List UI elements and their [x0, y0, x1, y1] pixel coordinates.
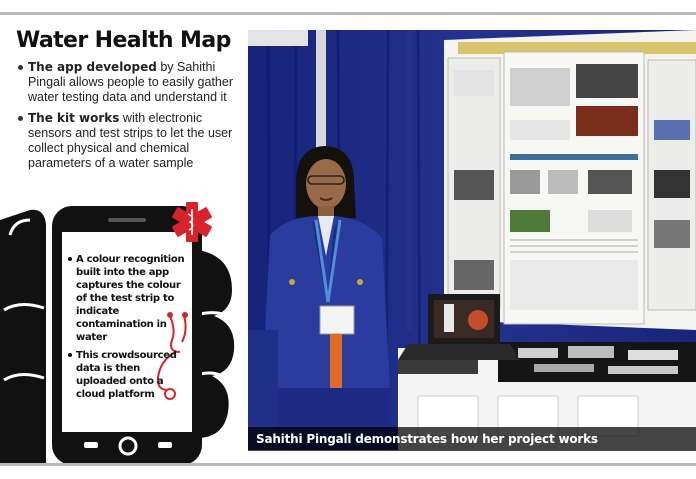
bullet-dot-icon [18, 65, 23, 70]
intro-bullets [18, 60, 233, 177]
intro-bullet [18, 111, 233, 171]
phone-bullet-text: A colour recognition built into the app captures the colour of the test strip to indicate contamination in water [76, 254, 185, 343]
phone-bullet [68, 349, 186, 401]
photo-caption: Sahithi Pingali demonstrates how her project works [248, 427, 696, 451]
bullet-text: with electronic sensors and test strips to let the user collect physical and chemical parameters of a water sample [28, 111, 233, 170]
phone-bullet [68, 253, 186, 344]
top-divider [0, 12, 696, 15]
phone-screen-bullets [68, 253, 186, 406]
headline: Water Health Map [16, 28, 231, 53]
project-photo [248, 30, 696, 450]
bottom-divider [0, 463, 696, 466]
bullet-dot-icon [68, 353, 72, 357]
bullet-dot-icon [68, 257, 72, 261]
bullet-lead: The kit works [28, 111, 120, 125]
bullet-text: by Sahithi Pingali allows people to easily gather water testing data and understand it [28, 60, 233, 104]
phone-bullet-text: This crowdsourced data is then uploaded onto a cloud platform [76, 350, 177, 400]
intro-bullet [18, 60, 233, 105]
bullet-dot-icon [18, 116, 23, 121]
poster-board [444, 30, 696, 330]
photo-scene [248, 30, 696, 450]
bullet-lead: The app developed [28, 60, 157, 74]
